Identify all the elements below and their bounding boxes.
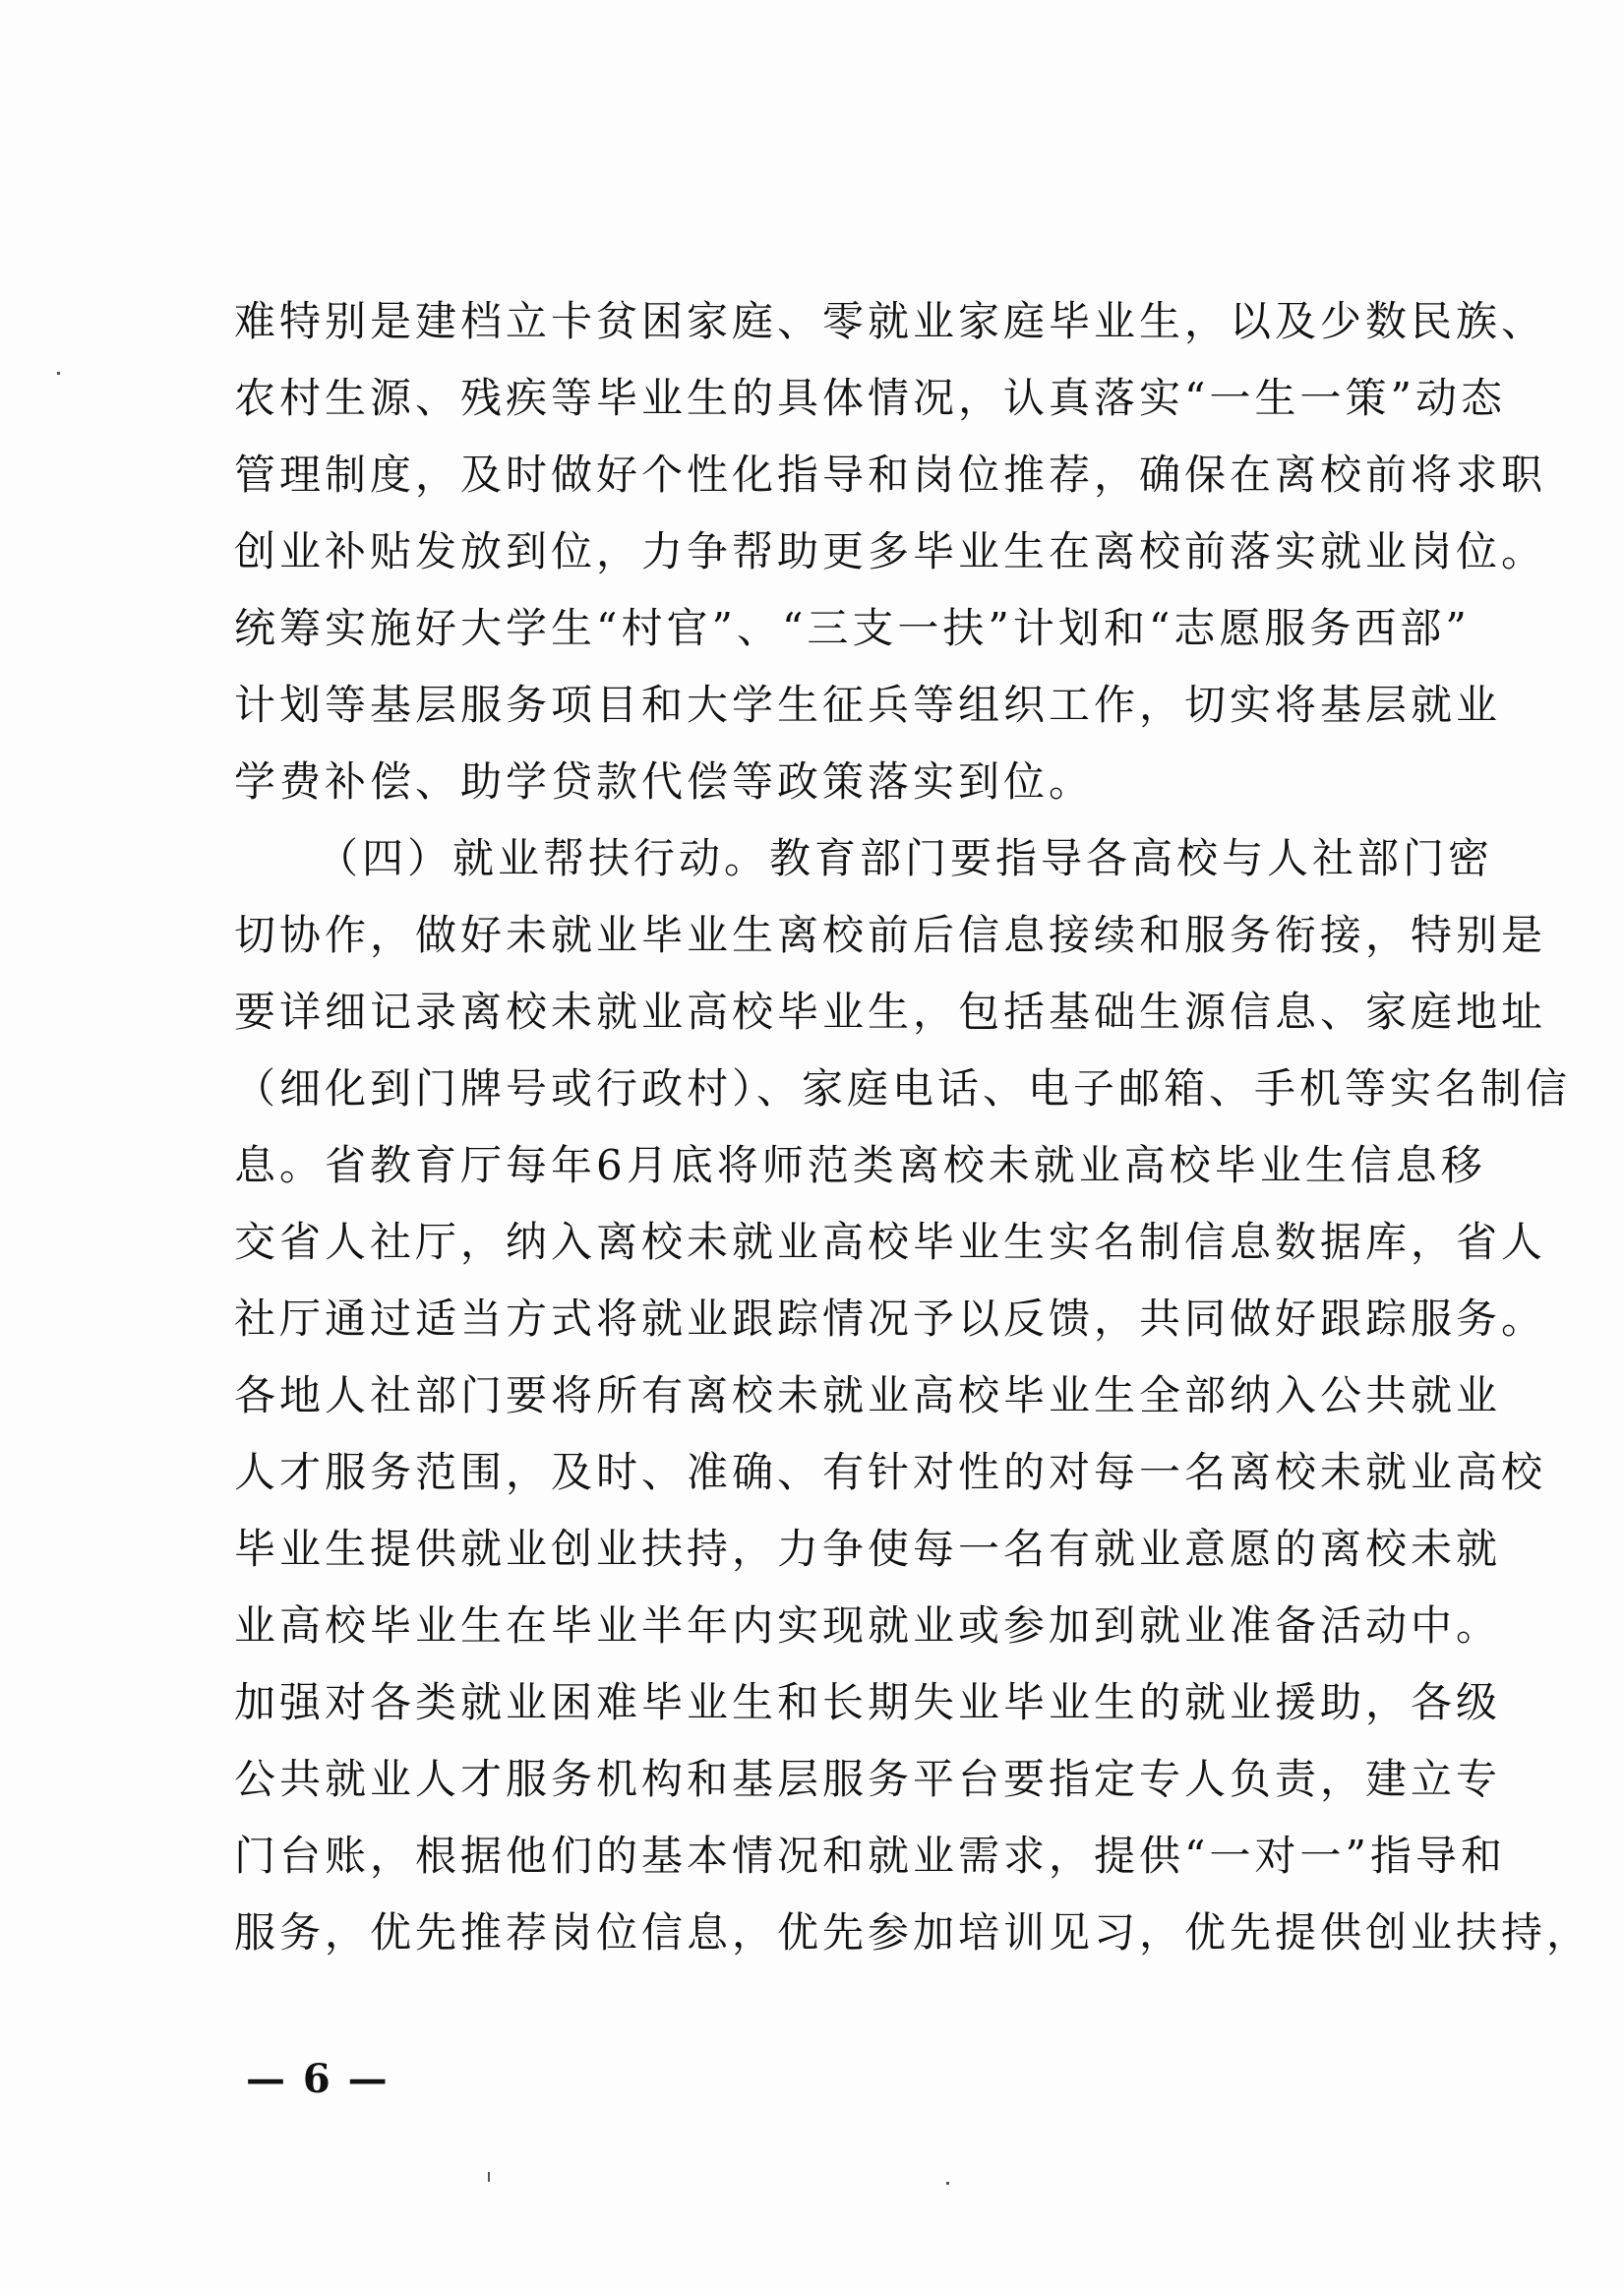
text-line: （细化到门牌号或行政村）、家庭电话、电子邮箱、手机等实名制信 (234, 1064, 1572, 1113)
text-line: 切协作，做好未就业毕业生离校前后信息接续和服务衔接，特别是 (234, 911, 1547, 959)
scan-speck (488, 2172, 490, 2182)
scan-speck (946, 2182, 949, 2185)
text-line: 人才服务范围，及时、准确、有针对性的对每一名离校未就业高校 (234, 1448, 1547, 1496)
text-line: 加强对各类就业困难毕业生和长期失业毕业生的就业援助，各级 (234, 1678, 1502, 1726)
text-line: 息。省教育厅每年6月底将师范类离校未就业高校毕业生信息移 (234, 1141, 1486, 1189)
body-text (234, 283, 1593, 1971)
text-line: 各地人社部门要将所有离校未就业高校毕业生全部纳入公共就业 (234, 1371, 1502, 1419)
text-line: 农村生源、残疾等毕业生的具体情况，认真落实“一生一策”动态 (234, 374, 1506, 422)
text-line: 业高校毕业生在毕业半年内实现就业或参加到就业准备活动中。 (234, 1601, 1502, 1650)
text-line: 门台账，根据他们的基本情况和就业需求，提供“一对一”指导和 (234, 1832, 1506, 1880)
text-line: 学费补偿、助学贷款代偿等政策落实到位。 (234, 757, 1095, 806)
text-line: 计划等基层服务项目和大学生征兵等组织工作，切实将基层就业 (234, 681, 1502, 729)
page-number: — 6 — (246, 2056, 390, 2102)
text-line: 服务，优先推荐岗位信息，优先参加培训见习，优先提供创业扶持， (234, 1908, 1593, 1957)
text-line: 交省人社厅，纳入离校未就业高校毕业生实名制信息数据库，省人 (234, 1218, 1547, 1266)
text-line: 管理制度，及时做好个性化指导和岗位推荐，确保在离校前将求职 (234, 451, 1547, 499)
scan-speck (57, 372, 60, 375)
text-line: 毕业生提供就业创业扶持，力争使每一名有就业意愿的离校未就 (234, 1525, 1502, 1573)
text-line: 统筹实施好大学生“村官”、“三支一扶”计划和“志愿服务西部” (234, 604, 1471, 652)
text-line: 公共就业人才服务机构和基层服务平台要指定专人负责，建立专 (234, 1755, 1502, 1803)
text-line: 创业补贴发放到位，力争帮助更多毕业生在离校前落实就业岗位。 (234, 527, 1547, 575)
text-line: 要详细记录离校未就业高校毕业生，包括基础生源信息、家庭地址 (234, 988, 1547, 1036)
text-line: 难特别是建档立卡贫困家庭、零就业家庭毕业生，以及少数民族、 (234, 297, 1547, 345)
text-line: 社厅通过适当方式将就业跟踪情况予以反馈，共同做好跟踪服务。 (234, 1295, 1547, 1343)
text-line: （四）就业帮扶行动。教育部门要指导各高校与人社部门密 (317, 834, 1494, 882)
